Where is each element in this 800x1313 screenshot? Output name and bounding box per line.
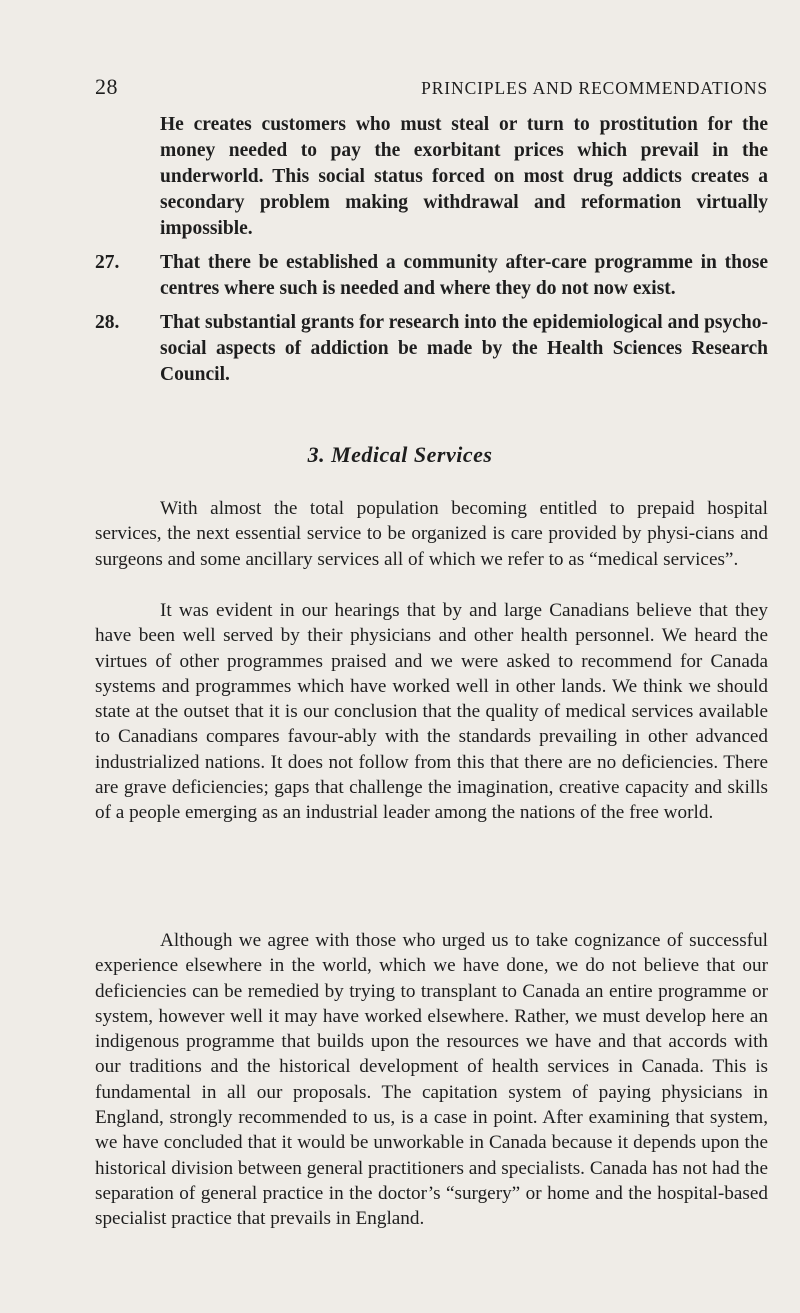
running-head: PRINCIPLES AND RECOMMENDATIONS	[421, 78, 768, 98]
body-paragraph: It was evident in our hearings that by and large Canadians believe that they have been well served by their physicians and other health personnel. We heard the virtues of other programmes praised and we were asked to recommend for Canada systems and programmes which have worked well in other lands. We think we should state at the outset that it is our conclusion that the quality of medical services available to Canadians compares favour-ably with the standards prevailing in other advanced industrialized nations. It does not follow from this that there are no deficiencies. There are grave deficiencies; gaps that challenge the imagination, creative capacity and skills of a people emerging as an industrial leader among the nations of the free world.	[95, 600, 768, 824]
page-header	[95, 74, 768, 104]
body-paragraph: Although we agree with those who urged us to take cognizance of successful experience elsewhere in the world, which we have done, we do not believe that our deficiencies can be remedied by trying to transplant to Canada an entire programme or system, however well it may have worked elsewhere. Rather, we must develop here an indigenous programme that builds upon the resources we have and that accords with our traditions and the historical development of health services in Canada. This is fundamental in all our proposals. The capitation system of paying physicians in England, strongly recommended to us, is a case in point. After examining that system, we have concluded that it would be unworkable in Canada because it depends upon the historical division between general practitioners and specialists. Canada has not had the separation of general practice in the doctor’s “surgery” or home and the hospital-based specialist practice that prevails in England.	[95, 930, 768, 1230]
recommendation-number: 27.	[95, 252, 120, 273]
section-heading: 3. Medical Services	[307, 442, 493, 467]
continuation-paragraph: He creates customers who must steal or turn to prostitution for the money needed to pay the exorbitant prices which prevail in the underworld. This social status forced on most drug addicts creates a secondary problem making withdrawal and reformation virtually impossible.	[160, 114, 768, 239]
recommendation-text: That there be established a community after-care programme in those centres where such is needed and where they do not now exist.	[160, 252, 768, 299]
recommendation-text: That substantial grants for research into the epidemiological and psycho-social aspects of addiction be made by the Health Sciences Research Council.	[160, 312, 768, 385]
body-paragraph: With almost the total population becoming entitled to prepaid hospital services, the next essential service to be organized is care provided by physi-cians and surgeons and some ancillary services all of which we refer to as “medical services”.	[95, 498, 768, 570]
recommendation-number: 28.	[95, 312, 120, 333]
page-number: 28	[95, 74, 118, 99]
